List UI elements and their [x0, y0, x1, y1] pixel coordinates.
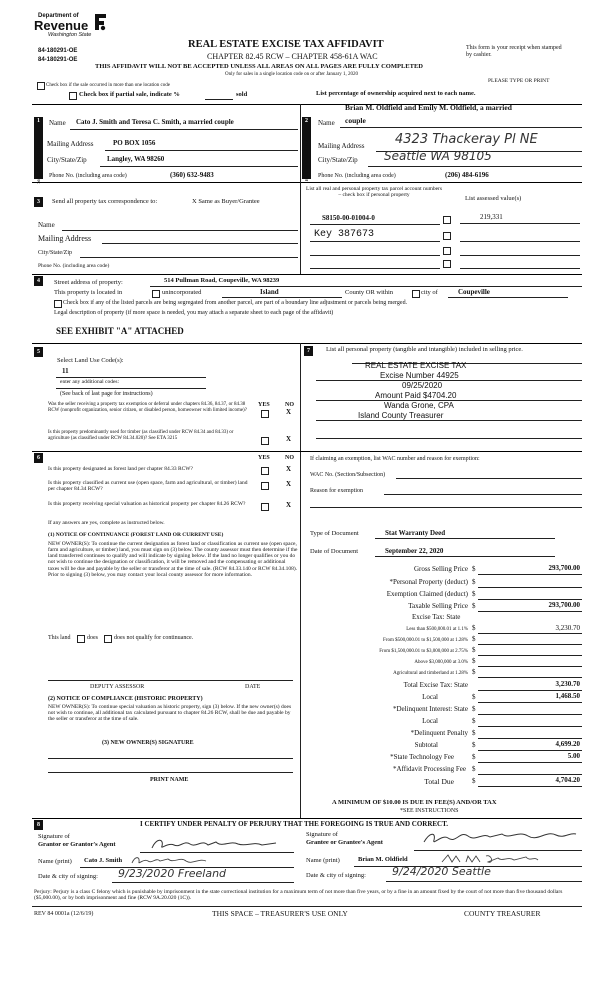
page-subtitle: CHAPTER 82.45 RCW – CHAPTER 458-61A WAC [207, 52, 378, 61]
certify-statement: I CERTIFY UNDER PENALTY OF PERJURY THAT THE FOREGOING IS TRUE AND CORRECT. [140, 820, 449, 828]
buyer-grantee-label: BUYER GRANTEE [305, 140, 310, 182]
parcel-number[interactable]: S8150-00-01004-0 [322, 214, 375, 222]
same-as-buyer[interactable]: X Same as Buyer/Grantee [192, 198, 260, 205]
doc-date-label: Date of Document [310, 548, 359, 555]
grantee-date-label: Date & city of signing: [306, 872, 366, 879]
county-name[interactable]: Island [260, 288, 279, 296]
list-percentage-note: List percentage of ownership acquired next to each name. [316, 90, 476, 97]
delinquent-state-label: *Delinquent Interest: State [392, 705, 468, 713]
reason-field[interactable] [384, 494, 582, 495]
notice-2-title: (2) NOTICE OF COMPLIANCE (HISTORIC PROPERTY) [48, 696, 203, 702]
seller-mailing-label: Mailing Address [47, 140, 94, 148]
tier-1-tax[interactable]: 3,230.70 [555, 624, 580, 632]
seller-phone-label: Phone No. (including area code) [49, 173, 127, 179]
stamp-line-1: REAL ESTATE EXCISE TAX [365, 361, 467, 370]
s5-q2-yes-checkbox[interactable] [261, 437, 269, 445]
stamp-line-5: Wanda Grone, CPA [384, 401, 454, 410]
assessed-value[interactable]: 219,331 [480, 213, 503, 221]
seller-city-label: City/State/Zip [47, 156, 87, 164]
grantor-name-handwritten [130, 853, 210, 867]
parcel-4-checkbox[interactable] [443, 260, 451, 268]
divider [310, 507, 582, 508]
divider [100, 166, 298, 167]
s5-q2-no-mark[interactable]: X [286, 435, 292, 443]
corr-city-label: City/State/Zip [38, 250, 72, 256]
located-in-label: This property is located in [54, 289, 123, 296]
divider [310, 241, 440, 242]
unincorporated-checkbox[interactable] [152, 290, 160, 298]
doc-type[interactable]: Stat Warranty Deed [385, 529, 446, 537]
if-any-yes-note: If any answers are yes, complete as instructed below. [48, 520, 165, 526]
divider [375, 538, 555, 539]
divider [222, 297, 342, 298]
notice-1-body: NEW OWNER(S): To continue the current designation as forest land or classification as current use (open space, farm and agriculture, or timber) land, you must sign on (3) below. The county assessor must then determine if the land transferred continues to qualify and will indicate by signing below. If the land no longer qualifies or you do not wish to continue the designation or classification, it will be removed and the compensating or additional taxes will be due and payable by the seller or transferor at the time of sale. (RCW 84.33.140 or RCW 84.34.108). Prior to signing (3) below, you may contact your local county assessor for more information. [48, 541, 298, 578]
divider [460, 255, 580, 256]
revision-code: REV 84 0001a (12/6/19) [34, 911, 94, 917]
subtotal-label: Subtotal [414, 741, 438, 749]
parcels-header: List all real and personal property tax parcel account numbers – check box if personal property [305, 186, 443, 199]
grantee-date-city[interactable]: 9/24/2020 Seattle [392, 865, 491, 878]
tier-1-label: Less than $500,000.01 at 1.1% [406, 627, 468, 632]
dollar-sign: $ [472, 705, 476, 713]
form-code-2: 84-180291-OE [38, 57, 78, 63]
divider [56, 388, 206, 389]
divider [478, 574, 582, 575]
buyer-name-line-1[interactable]: Brian M. Oldfield and Emily M. Oldfield, a married [345, 103, 512, 112]
this-land-label: This land [48, 635, 71, 641]
s6-q2-yes-checkbox[interactable] [261, 482, 269, 490]
divider [478, 714, 582, 715]
city-of-label: city of [421, 289, 438, 296]
buyer-phone-label: Phone No. (including area code) [318, 173, 396, 179]
divider [368, 166, 582, 167]
divider [478, 774, 582, 775]
grantee-name-label: Name (print) [306, 857, 340, 864]
exemption-claim-label: If claiming an exemption, list WAC number and reason for exemption: [310, 456, 480, 462]
divider [478, 786, 582, 787]
assessed-header: List assessed value(s) [465, 195, 522, 202]
s6-no-header: NO [285, 455, 294, 461]
divider [32, 274, 582, 275]
divider [478, 633, 582, 634]
dollar-sign: $ [472, 693, 476, 701]
notice-1-title: (1) NOTICE OF CONTINUANCE (FOREST LAND OR CURRENT USE) [48, 532, 224, 538]
local-tax-label: Local [422, 693, 438, 701]
grantor-date-city[interactable]: 9/23/2020 Freeland [118, 867, 227, 880]
divider [478, 690, 582, 691]
gross-price[interactable]: 293,700.00 [548, 564, 580, 572]
divider [478, 738, 582, 739]
divider [150, 286, 582, 287]
dollar-sign: $ [472, 657, 476, 665]
partial-sale-label: Check box if partial sale, indicate % [79, 91, 180, 98]
new-owner-signature-label: (3) NEW OWNER(S) SIGNATURE [102, 740, 194, 746]
total-due[interactable]: 4,704.20 [555, 776, 580, 784]
divider [105, 150, 298, 151]
personal-property-deduct-label: *Personal Property (deduct) [389, 578, 468, 586]
divider [414, 850, 582, 851]
dollar-sign: $ [472, 717, 476, 725]
divider [310, 268, 440, 269]
seller-city[interactable]: Langley, WA 98260 [107, 155, 165, 163]
taxable-price[interactable]: 293,700.00 [548, 601, 580, 609]
divider [316, 380, 582, 381]
gross-label: Gross Selling Price [413, 565, 468, 573]
buyer-mailing-label: Mailing Address [318, 142, 365, 150]
dollar-sign: $ [472, 765, 476, 773]
print-name-label: PRINT NAME [150, 777, 189, 783]
section-5-number: 5 [37, 349, 40, 355]
page-title: REAL ESTATE EXCISE TAX AFFIDAVIT [188, 39, 384, 50]
seller-phone[interactable]: (360) 632-9483 [170, 171, 214, 179]
dollar-sign: $ [472, 646, 476, 654]
divider [112, 882, 294, 883]
dollar-sign: $ [472, 590, 476, 598]
local-tax[interactable]: 1,468.50 [555, 692, 580, 700]
parcel-3-checkbox[interactable] [443, 247, 451, 255]
land-use-label: Select Land Use Code(s): [57, 357, 124, 364]
buyer-city-label: City/State/Zip [318, 156, 358, 164]
dollar-sign: $ [472, 729, 476, 737]
dollar-sign: $ [472, 635, 476, 643]
divider [478, 644, 582, 645]
perjury-note: Perjury: Perjury is a class C felony which is punishable by imprisonment in the state correctional institution for a maximum term of not more than five years, or by a fine in an amount fixed by the court of not more than five thousand dollars ($5,000.00), or by both imprisonment and fine (RCW 9A.20.020 (1C)). [34, 889, 563, 902]
s6-q3-no-mark[interactable]: X [286, 501, 292, 509]
divider [460, 223, 580, 224]
wac-label: WAC No. (Section/Subsection) [310, 472, 386, 478]
reason-label: Reason for exemption [310, 488, 363, 494]
divider [478, 762, 582, 763]
divider [80, 257, 298, 258]
s6-q1-no-mark[interactable]: X [286, 465, 292, 473]
s6-question-3: Is this property receiving special valuation as historical property per chapter 84.26 RCW? [48, 501, 246, 507]
street-address-label: Street address of property: [54, 279, 123, 286]
taxable-label: Taxable Selling Price [408, 602, 468, 610]
divider [310, 255, 440, 256]
more-than-one-checkbox[interactable] [37, 82, 45, 90]
dollar-sign: $ [472, 753, 476, 761]
processing-fee-label: *Affidavit Processing Fee [393, 765, 466, 773]
tier-5-label: Agricultural and timberland at 1.28% [393, 671, 468, 676]
technology-fee[interactable]: 5.00 [567, 752, 580, 760]
exemption-deduct-label: Exemption Claimed (deduct) [386, 590, 468, 598]
segregate-note: Check box if any of the listed parcels are being segregated from another parcel, are part of a boundary line adjustment or parcels being merged. [63, 300, 408, 306]
more-than-one-label: Check box if the sale occurred in more than one location code [46, 83, 170, 88]
partial-percent-field[interactable] [205, 99, 233, 100]
legal-description-note: Legal description of property (if more space is needed, you may attach a separate sheet to each page of the affidavit) [54, 310, 334, 316]
divider [478, 599, 582, 600]
divider [316, 420, 582, 421]
divider [478, 666, 582, 667]
dept-state: Washington State [48, 32, 92, 38]
parcel-personal-checkbox[interactable] [443, 216, 451, 224]
parcel-key[interactable]: Key 387673 [314, 229, 375, 240]
divider [478, 677, 582, 678]
city-name[interactable]: Coupeville [458, 288, 490, 296]
s5-q1-yes-checkbox[interactable] [261, 410, 269, 418]
buyer-city[interactable]: Seattle WA 98105 [384, 149, 492, 163]
grantee-name-handwritten [440, 852, 540, 866]
s6-question-2: Is this property classified as current use (open space, farm and agricultural, or timber) land per chapter 84.34 RCW? [48, 480, 248, 493]
grantor-signature-label-1: Signature of [38, 833, 70, 840]
grantor-name[interactable]: Cato J. Smith [84, 857, 123, 864]
doc-date[interactable]: September 22, 2020 [385, 547, 444, 555]
corr-mailing-label: Mailing Address [38, 234, 92, 243]
s5-q1-no-mark[interactable]: X [286, 408, 292, 416]
divider [478, 587, 582, 588]
minimum-fee-note: A MINIMUM OF $10.00 IS DUE IN FEE(S) AND/OR TAX [332, 799, 497, 806]
exhibit-reference[interactable]: SEE EXHIBIT "A" ATTACHED [56, 326, 184, 336]
divider [386, 881, 582, 882]
dollar-sign: $ [472, 741, 476, 749]
buyer-name-label: Name [318, 119, 335, 127]
seller-name-label: Name [49, 119, 66, 127]
corr-name-label: Name [38, 221, 55, 229]
tier-4-label: Above $3,000,000 at 3.0% [414, 660, 468, 665]
section-7-number: 7 [307, 348, 310, 354]
grantee-signature-label-1: Signature of [306, 831, 338, 838]
divider [32, 818, 582, 819]
print-note: PLEASE TYPE OR PRINT [488, 78, 550, 84]
delinquent-penalty-label: *Delinquent Penalty [410, 729, 468, 737]
divider [32, 343, 582, 344]
unincorporated-label: unincorporated [162, 289, 202, 296]
tier-2-label: From $500,000.01 to $1,500,000 at 1.28% [383, 638, 468, 643]
new-owner-signature-line[interactable] [48, 758, 293, 759]
divider [56, 377, 206, 378]
seller-grantor-label: SELLER GRANTOR [37, 140, 42, 184]
divider [478, 702, 582, 703]
s5-no-header: NO [285, 402, 294, 408]
buyer-mailing[interactable]: 4323 Thackeray Pl NE [395, 132, 538, 147]
divider [32, 906, 582, 907]
dollar-sign: $ [472, 668, 476, 676]
dollar-sign: $ [472, 578, 476, 586]
seller-mailing[interactable]: PO BOX 1056 [113, 139, 156, 147]
divider [478, 611, 582, 612]
dept-of: Department of [38, 13, 79, 19]
section-2-number: 2 [305, 118, 308, 124]
county-treasurer: COUNTY TREASURER [464, 909, 541, 918]
notice-2-body: NEW OWNER(S): To continue special valuation as historic property, sign (3) below. If the new owner(s) does not wish to continue, all additional tax calculated pursuant to chapter 84.26 RCW, shall be due and payable by the seller or transferor at the time of sale. [48, 704, 292, 723]
dept-logo-text: Revenue [34, 18, 89, 33]
personal-property-label: List all personal property (tangible and intangible) included in selling price. [326, 346, 523, 353]
s6-yes-header: YES [258, 455, 270, 461]
grantee-signature[interactable] [420, 826, 580, 850]
grantee-signature-label-2: Grantee or Grantee's Agent [306, 839, 383, 846]
buyer-phone[interactable]: (206) 484-6196 [445, 171, 489, 179]
section-8-number: 8 [37, 822, 40, 828]
stamp-line-4: Amount Paid $4704.20 [375, 391, 457, 400]
county-label: County OR within [345, 289, 394, 296]
stamp-line-2: Excise Number 44925 [380, 371, 459, 380]
s6-q3-yes-checkbox[interactable] [261, 503, 269, 511]
sold-label: sold [236, 91, 248, 98]
divider [300, 104, 301, 182]
grantor-date-label: Date & city of signing: [38, 873, 98, 880]
divider [70, 129, 298, 130]
grantor-signature-label-2: Grantor or Grantor's Agent [38, 841, 116, 848]
parcel-2-checkbox[interactable] [443, 232, 451, 240]
street-address[interactable]: 514 Pullman Road, Coupeville, WA 98239 [164, 277, 280, 284]
see-instructions-note: *SEE INSTRUCTIONS [400, 808, 459, 814]
s6-q1-yes-checkbox[interactable] [261, 467, 269, 475]
dollar-sign: $ [472, 777, 476, 785]
city-of-checkbox[interactable] [412, 290, 420, 298]
stamp-line-3: 09/25/2020 [402, 381, 443, 390]
divider [478, 750, 582, 751]
partial-sale-checkbox[interactable] [69, 92, 77, 100]
divider [62, 230, 298, 231]
deputy-assessor-label: DEPUTY ASSESSOR [90, 684, 145, 690]
section-6-number: 6 [37, 455, 40, 461]
doc-type-label: Type of Document [310, 530, 359, 537]
divider [32, 451, 582, 452]
section-3-number: 3 [37, 199, 40, 205]
divider [32, 182, 582, 183]
divider [102, 243, 298, 244]
dor-logo-icon [92, 12, 108, 32]
dollar-sign: $ [472, 624, 476, 632]
does-not-label: does not qualify for continuance. [114, 635, 194, 641]
divider [460, 241, 580, 242]
delinquent-local-label: Local [422, 717, 438, 725]
treasurer-use-only: THIS SPACE – TREASURER'S USE ONLY [212, 909, 348, 918]
s6-q2-no-mark[interactable]: X [286, 480, 292, 488]
stamp-line-6: Island County Treasurer [358, 411, 444, 420]
total-state-tax[interactable]: 3,230.70 [555, 680, 580, 688]
land-use-code[interactable]: 11 [62, 367, 69, 375]
warning-text: THIS AFFIDAVIT WILL NOT BE ACCEPTED UNLESS ALL AREAS ON ALL PAGES ARE FULLY COMPLETED [95, 63, 423, 70]
divider [448, 297, 568, 298]
divider [478, 655, 582, 656]
technology-fee-label: *State Technology Fee [390, 753, 454, 761]
s5-yes-header: YES [258, 402, 270, 408]
excise-state-label: Excise Tax: State [412, 613, 461, 621]
only-for-note: Only for sales in a single location code on or after January 1, 2020 [225, 72, 359, 77]
divider [316, 438, 582, 439]
grantor-name-label: Name (print) [38, 858, 72, 865]
subtotal[interactable]: 4,699.20 [555, 740, 580, 748]
does-qualify-checkbox[interactable] [77, 635, 85, 643]
divider [310, 224, 440, 225]
divider [478, 726, 582, 727]
divider [48, 680, 293, 681]
does-label: does [87, 635, 98, 641]
segregate-checkbox[interactable] [54, 300, 62, 308]
corr-phone-label: Phone No. (including area code) [38, 263, 110, 269]
divider [460, 268, 580, 269]
grantor-signature[interactable] [150, 836, 280, 852]
print-name-line[interactable] [48, 772, 293, 773]
wac-field[interactable] [396, 478, 582, 479]
form-code-1: 84-180291-OE [38, 48, 78, 54]
dollar-sign: $ [472, 602, 476, 610]
s5-question-2: Is this property predominantly used for timber (as classified under RCW 84.34 and 84.33) or agriculture (as classified under RCW 84.34.020)? See ETA 3215 [48, 430, 234, 441]
dollar-sign: $ [472, 565, 476, 573]
seller-name[interactable]: Cato J. Smith and Teresa C. Smith, a married couple [76, 118, 234, 126]
divider [340, 127, 582, 128]
section-4-number: 4 [37, 278, 40, 284]
divider [375, 556, 555, 557]
total-due-label: Total Due [424, 777, 454, 786]
tier-3-label: From $1,500,000.01 to $3,000,000 at 2.75% [379, 649, 468, 654]
s6-question-1: Is this property designated as forest land per chapter 84.33 RCW? [48, 466, 193, 472]
section-1-number: 1 [37, 118, 40, 124]
buyer-name-line-2[interactable]: couple [345, 116, 366, 125]
grantee-name[interactable]: Brian M. Oldfield [358, 856, 408, 863]
date-label: DATE [245, 684, 261, 690]
s5-question-1: Was the seller receiving a property tax exemption or deferral under chapters 84.36, 84.37, or 84.38 RCW (nonprofit organization, senior citizen, or disabled person, homeowner with limited income)? [48, 402, 247, 413]
receipt-note: This form is your receipt when stamped by cashier. [466, 45, 562, 58]
does-not-qualify-checkbox[interactable] [104, 635, 112, 643]
see-back-note: (See back of last page for instructions) [60, 391, 153, 397]
divider [300, 182, 301, 274]
send-correspondence-label: Send all property tax correspondence to: [52, 198, 158, 205]
total-state-label: Total Excise Tax: State [403, 681, 468, 689]
additional-codes-label: enter any additional codes: [60, 379, 120, 385]
